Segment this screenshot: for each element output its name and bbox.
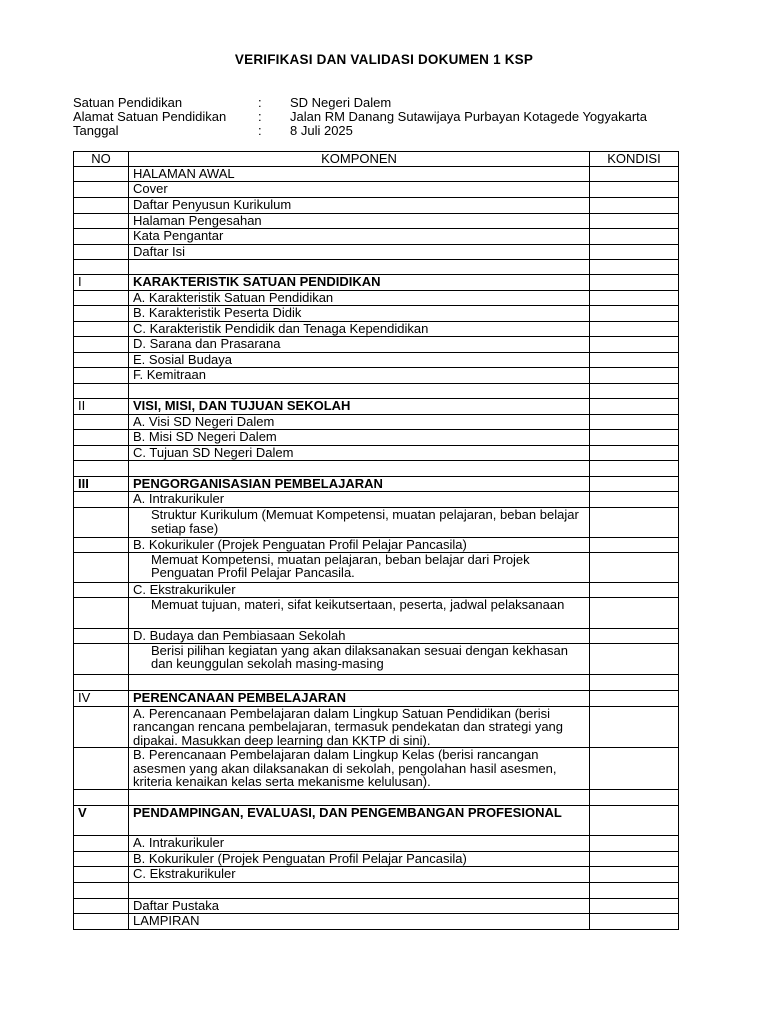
- document-title: VERIFIKASI DAN VALIDASI DOKUMEN 1 KSP: [234, 52, 534, 67]
- cell-kondisi: [590, 706, 679, 748]
- table-row: [74, 748, 679, 790]
- table-row: [74, 214, 679, 229]
- table-row: [74, 643, 679, 674]
- header-komponen: KOMPONEN: [129, 152, 590, 167]
- cell-no: [74, 430, 129, 446]
- cell-no: [74, 706, 129, 748]
- cell-no: [74, 597, 129, 628]
- cell-no: [74, 291, 129, 306]
- cell-kondisi: [590, 508, 679, 538]
- table-row: [74, 322, 679, 337]
- cell-komponen: Berisi pilihan kegiatan yang akan dilaksanakan sesuai dengan kekhasan dan keunggulan sekolah masing-masing: [129, 643, 590, 674]
- table-row: [74, 628, 679, 643]
- info-value: SD Negeri Dalem: [290, 95, 392, 110]
- cell-kondisi: [590, 399, 679, 415]
- table-row: [74, 805, 679, 835]
- cell-komponen: A. Intrakurikuler: [129, 835, 590, 851]
- cell-no: [74, 167, 129, 182]
- cell-kondisi: [590, 866, 679, 882]
- cell-kondisi: [590, 229, 679, 245]
- cell-kondisi: [590, 368, 679, 384]
- cell-no: [74, 322, 129, 337]
- cell-kondisi: [590, 898, 679, 913]
- info-colon: :: [258, 95, 262, 110]
- cell-no: [74, 835, 129, 851]
- cell-komponen: C. Ekstrakurikuler: [129, 866, 590, 882]
- cell-no: II: [74, 399, 129, 415]
- cell-komponen: A. Intrakurikuler: [129, 492, 590, 508]
- cell-kondisi: [590, 477, 679, 492]
- cell-no: [74, 229, 129, 245]
- cell-komponen: Struktur Kurikulum (Memuat Kompetensi, muatan pelajaran, beban belajar setiap fase): [129, 508, 590, 538]
- table-row: [74, 198, 679, 214]
- cell-kondisi: [590, 805, 679, 835]
- cell-kondisi: [590, 492, 679, 508]
- cell-kondisi: [590, 322, 679, 337]
- cell-no: [74, 882, 129, 898]
- table-row: [74, 306, 679, 322]
- cell-no: [74, 748, 129, 790]
- cell-komponen: [129, 789, 590, 805]
- cell-komponen: Daftar Penyusun Kurikulum: [129, 198, 590, 214]
- table-row: [74, 898, 679, 913]
- cell-no: [74, 643, 129, 674]
- cell-komponen: B. Kokurikuler (Projek Penguatan Profil Pelajar Pancasila): [129, 851, 590, 866]
- cell-komponen: [129, 461, 590, 477]
- table-row: [74, 461, 679, 477]
- cell-no: [74, 182, 129, 198]
- cell-kondisi: [590, 182, 679, 198]
- cell-kondisi: [590, 582, 679, 597]
- cell-no: [74, 866, 129, 882]
- cell-komponen: B. Kokurikuler (Projek Penguatan Profil Pelajar Pancasila): [129, 538, 590, 553]
- cell-kondisi: [590, 913, 679, 929]
- table-row: [74, 492, 679, 508]
- cell-no: [74, 245, 129, 260]
- cell-komponen: Daftar Isi: [129, 245, 590, 260]
- table-row: [74, 866, 679, 882]
- cell-komponen: Memuat tujuan, materi, sifat keikutsertaan, peserta, jadwal pelaksanaan: [129, 597, 590, 628]
- cell-komponen: KARAKTERISTIK SATUAN PENDIDIKAN: [129, 275, 590, 291]
- cell-komponen: Memuat Kompetensi, muatan pelajaran, beban belajar dari Projek Penguatan Profil Pelajar Pancasila.: [129, 552, 590, 582]
- cell-kondisi: [590, 538, 679, 553]
- cell-komponen: B. Misi SD Negeri Dalem: [129, 430, 590, 446]
- cell-kondisi: [590, 415, 679, 430]
- cell-kondisi: [590, 198, 679, 214]
- table-row: [74, 538, 679, 553]
- table-row: [74, 706, 679, 748]
- cell-kondisi: [590, 690, 679, 706]
- cell-no: [74, 337, 129, 353]
- header-no: NO: [74, 152, 129, 167]
- cell-kondisi: [590, 214, 679, 229]
- table-row: [74, 368, 679, 384]
- info-colon: :: [258, 123, 262, 138]
- cell-komponen: Kata Pengantar: [129, 229, 590, 245]
- table-row: [74, 851, 679, 866]
- cell-komponen: B. Perencanaan Pembelajaran dalam Lingkup Kelas (berisi rancangan asesmen yang akan dilaksanakan di sekolah, pengolahan hasil asesmen, kriteria kenaikan kelas serta mekanisme kelulusan).: [129, 748, 590, 790]
- cell-no: IV: [74, 690, 129, 706]
- cell-komponen: LAMPIRAN: [129, 913, 590, 929]
- cell-no: [74, 384, 129, 399]
- cell-komponen: Cover: [129, 182, 590, 198]
- cell-komponen: C. Ekstrakurikuler: [129, 582, 590, 597]
- cell-komponen: VISI, MISI, DAN TUJUAN SEKOLAH: [129, 399, 590, 415]
- cell-kondisi: [590, 430, 679, 446]
- cell-kondisi: [590, 353, 679, 368]
- cell-komponen: D. Budaya dan Pembiasaan Sekolah: [129, 628, 590, 643]
- cell-kondisi: [590, 882, 679, 898]
- cell-kondisi: [590, 260, 679, 275]
- table-row: [74, 674, 679, 690]
- table-row: [74, 415, 679, 430]
- table-row: [74, 446, 679, 461]
- cell-komponen: Daftar Pustaka: [129, 898, 590, 913]
- cell-komponen: C. Tujuan SD Negeri Dalem: [129, 446, 590, 461]
- table-header-row: [74, 152, 679, 167]
- table-row: [74, 384, 679, 399]
- cell-no: [74, 628, 129, 643]
- cell-komponen: PENDAMPINGAN, EVALUASI, DAN PENGEMBANGAN PROFESIONAL: [129, 805, 590, 835]
- info-value: Jalan RM Danang Sutawijaya Purbayan Kotagede Yogyakarta: [290, 109, 648, 124]
- cell-kondisi: [590, 384, 679, 399]
- cell-komponen: [129, 674, 590, 690]
- table-row: [74, 582, 679, 597]
- table-row: [74, 182, 679, 198]
- table-row: [74, 508, 679, 538]
- cell-komponen: [129, 882, 590, 898]
- info-label: Alamat Satuan Pendidikan: [73, 109, 227, 124]
- cell-kondisi: [590, 748, 679, 790]
- cell-kondisi: [590, 597, 679, 628]
- cell-no: [74, 552, 129, 582]
- info-label: Satuan Pendidikan: [73, 95, 183, 110]
- cell-no: V: [74, 805, 129, 835]
- cell-no: [74, 446, 129, 461]
- cell-no: [74, 260, 129, 275]
- cell-no: [74, 198, 129, 214]
- cell-no: [74, 582, 129, 597]
- cell-komponen: B. Karakteristik Peserta Didik: [129, 306, 590, 322]
- cell-kondisi: [590, 446, 679, 461]
- table-row: [74, 597, 679, 628]
- cell-kondisi: [590, 275, 679, 291]
- table-row: [74, 477, 679, 492]
- cell-kondisi: [590, 167, 679, 182]
- cell-komponen: HALAMAN AWAL: [129, 167, 590, 182]
- cell-komponen: A. Karakteristik Satuan Pendidikan: [129, 291, 590, 306]
- table-row: [74, 835, 679, 851]
- table-row: [74, 913, 679, 929]
- cell-komponen: D. Sarana dan Prasarana: [129, 337, 590, 353]
- cell-komponen: C. Karakteristik Pendidik dan Tenaga Kependidikan: [129, 322, 590, 337]
- cell-komponen: E. Sosial Budaya: [129, 353, 590, 368]
- table-row: [74, 337, 679, 353]
- cell-kondisi: [590, 306, 679, 322]
- cell-komponen: PENGORGANISASIAN PEMBELAJARAN: [129, 477, 590, 492]
- cell-no: [74, 508, 129, 538]
- info-value: 8 Juli 2025: [290, 123, 353, 138]
- table-row: [74, 260, 679, 275]
- cell-kondisi: [590, 628, 679, 643]
- cell-komponen: A. Visi SD Negeri Dalem: [129, 415, 590, 430]
- cell-no: [74, 492, 129, 508]
- cell-kondisi: [590, 851, 679, 866]
- cell-kondisi: [590, 461, 679, 477]
- cell-no: [74, 214, 129, 229]
- cell-no: III: [74, 477, 129, 492]
- cell-kondisi: [590, 674, 679, 690]
- cell-kondisi: [590, 643, 679, 674]
- cell-kondisi: [590, 291, 679, 306]
- table-row: [74, 353, 679, 368]
- table-row: [74, 552, 679, 582]
- cell-no: [74, 674, 129, 690]
- table-row: [74, 245, 679, 260]
- cell-kondisi: [590, 789, 679, 805]
- cell-no: I: [74, 275, 129, 291]
- info-colon: :: [258, 109, 262, 124]
- cell-no: [74, 368, 129, 384]
- table-row: [74, 167, 679, 182]
- cell-komponen: [129, 260, 590, 275]
- cell-no: [74, 538, 129, 553]
- cell-komponen: F. Kemitraan: [129, 368, 590, 384]
- table-row: [74, 275, 679, 291]
- cell-kondisi: [590, 835, 679, 851]
- cell-komponen: [129, 384, 590, 399]
- table-row: [74, 690, 679, 706]
- cell-komponen: PERENCANAAN PEMBELAJARAN: [129, 690, 590, 706]
- cell-no: [74, 789, 129, 805]
- header-kondisi: KONDISI: [590, 152, 679, 167]
- cell-no: [74, 898, 129, 913]
- table-row: [74, 430, 679, 446]
- verification-table: [73, 151, 679, 930]
- cell-no: [74, 306, 129, 322]
- cell-no: [74, 461, 129, 477]
- cell-kondisi: [590, 337, 679, 353]
- table-row: [74, 291, 679, 306]
- cell-kondisi: [590, 552, 679, 582]
- cell-no: [74, 851, 129, 866]
- cell-no: [74, 415, 129, 430]
- table-row: [74, 882, 679, 898]
- cell-no: [74, 913, 129, 929]
- info-label: Tanggal: [73, 123, 119, 138]
- cell-no: [74, 353, 129, 368]
- table-row: [74, 229, 679, 245]
- table-row: [74, 399, 679, 415]
- cell-kondisi: [590, 245, 679, 260]
- cell-komponen: A. Perencanaan Pembelajaran dalam Lingkup Satuan Pendidikan (berisi rancangan rencana pembelajaran, termasuk pendekatan dan strategi yang dipakai. Masukkan deep learning dan KKTP di sini).: [129, 706, 590, 748]
- cell-komponen: Halaman Pengesahan: [129, 214, 590, 229]
- table-row: [74, 789, 679, 805]
